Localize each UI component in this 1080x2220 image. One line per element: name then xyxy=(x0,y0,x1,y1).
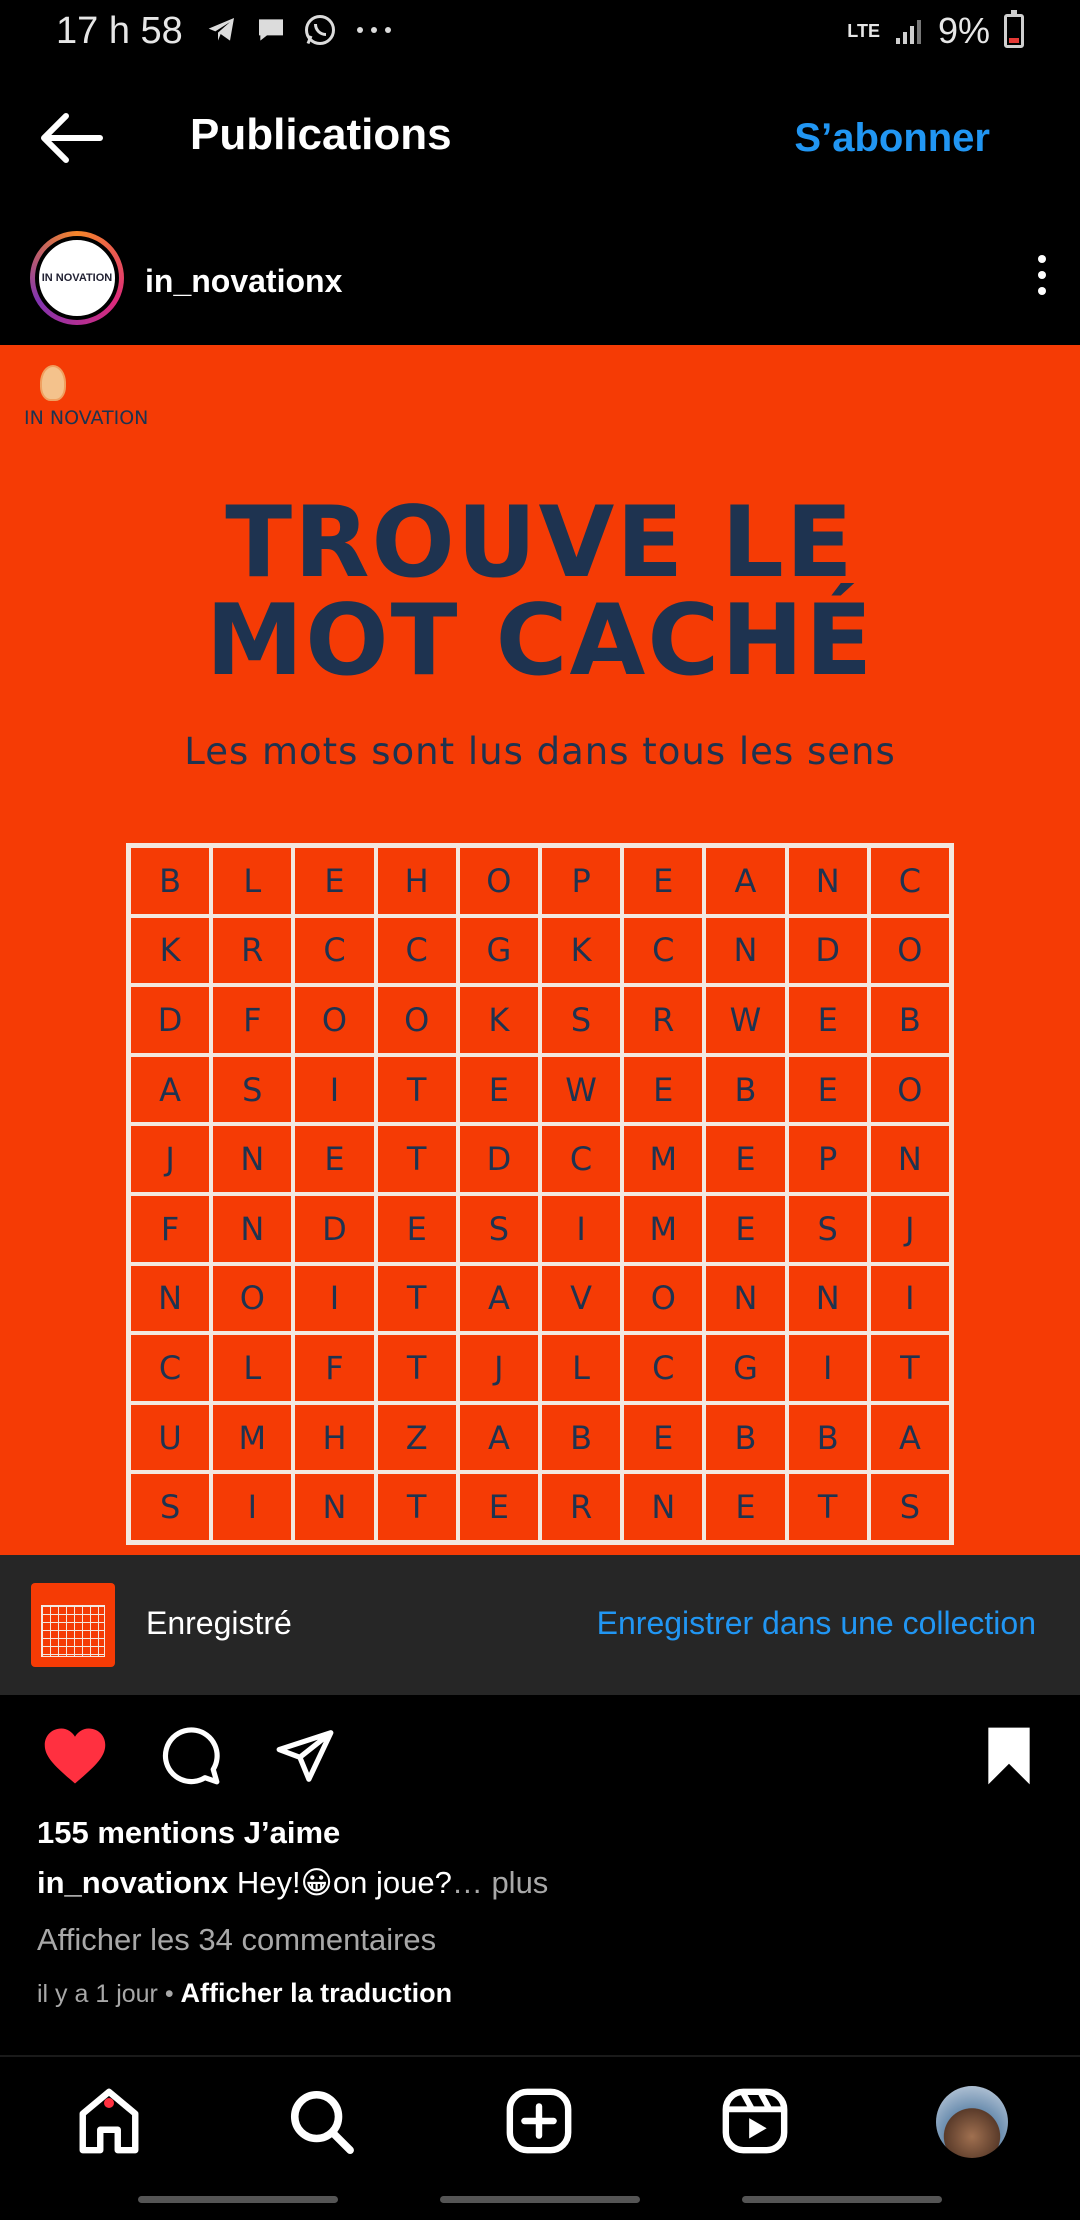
grid-cell: S xyxy=(787,1194,869,1264)
grid-cell: U xyxy=(129,1403,211,1473)
grid-cell: B xyxy=(869,985,951,1055)
signal-icon xyxy=(894,16,924,46)
grid-cell: F xyxy=(211,985,293,1055)
grid-cell: T xyxy=(376,1472,458,1542)
post-meta xyxy=(37,1978,452,2009)
grid-cell: S xyxy=(129,1472,211,1542)
grid-cell: B xyxy=(540,1403,622,1473)
grid-cell: E xyxy=(787,1055,869,1125)
grid-cell: C xyxy=(293,916,375,986)
view-comments-link[interactable]: Afficher les 34 commentaires xyxy=(37,1922,437,1957)
puzzle-subtitle: Les mots sont lus dans tous les sens xyxy=(184,730,896,773)
grid-cell: S xyxy=(869,1472,951,1542)
reels-icon[interactable] xyxy=(720,2086,790,2156)
grid-cell: H xyxy=(293,1403,375,1473)
grid-cell: E xyxy=(622,1403,704,1473)
grid-cell: W xyxy=(540,1055,622,1125)
grid-cell: T xyxy=(376,1124,458,1194)
author-avatar[interactable] xyxy=(30,231,124,325)
grid-cell: R xyxy=(211,916,293,986)
status-bar xyxy=(0,0,1080,62)
grid-cell: G xyxy=(458,916,540,986)
grid-cell: T xyxy=(376,1333,458,1403)
grid-cell: E xyxy=(704,1124,786,1194)
grid-cell: E xyxy=(293,1124,375,1194)
grid-cell: O xyxy=(869,1055,951,1125)
profile-avatar[interactable] xyxy=(936,2086,1008,2158)
subscribe-button[interactable]: S’abonner xyxy=(794,116,990,160)
grid-cell: G xyxy=(704,1333,786,1403)
status-time: 17 h 58 xyxy=(56,10,183,52)
page-title: Publications xyxy=(190,110,452,159)
grid-cell: M xyxy=(622,1124,704,1194)
grid-cell: E xyxy=(458,1472,540,1542)
lightbulb-icon xyxy=(40,365,66,401)
grid-cell: C xyxy=(540,1124,622,1194)
brand-logo xyxy=(24,365,164,435)
grid-cell: E xyxy=(458,1055,540,1125)
post-timestamp: il y a 1 jour xyxy=(37,1980,158,2008)
grid-cell: B xyxy=(704,1055,786,1125)
brand-logo-text: IN NOVATION xyxy=(24,407,149,429)
nav-divider xyxy=(0,2055,1080,2057)
grid-cell: O xyxy=(622,1264,704,1334)
grid-cell: D xyxy=(293,1194,375,1264)
grid-cell: I xyxy=(293,1264,375,1334)
grid-cell: I xyxy=(211,1472,293,1542)
grid-cell: T xyxy=(787,1472,869,1542)
comment-icon[interactable] xyxy=(158,1725,224,1787)
grid-cell: Z xyxy=(376,1403,458,1473)
grid-cell: N xyxy=(293,1472,375,1542)
grid-cell: N xyxy=(129,1264,211,1334)
meta-separator: • xyxy=(157,1980,181,2008)
back-arrow-icon[interactable] xyxy=(36,108,106,168)
grid-cell: I xyxy=(540,1194,622,1264)
bookmark-icon[interactable] xyxy=(976,1725,1042,1787)
grid-cell: E xyxy=(622,846,704,916)
bottom-nav xyxy=(0,2058,1080,2178)
grid-cell: I xyxy=(787,1333,869,1403)
grid-cell: M xyxy=(622,1194,704,1264)
grid-cell: K xyxy=(458,985,540,1055)
more-dots-icon xyxy=(352,20,396,40)
word-search-grid xyxy=(126,843,954,1545)
battery-icon xyxy=(1004,14,1024,48)
whatsapp-icon xyxy=(302,12,338,48)
grid-cell: T xyxy=(376,1264,458,1334)
grid-cell: L xyxy=(211,1333,293,1403)
author-avatar-logo: IN NOVATION xyxy=(35,236,119,320)
grid-cell: T xyxy=(376,1055,458,1125)
grid-cell: N xyxy=(704,1264,786,1334)
grid-cell: O xyxy=(869,916,951,986)
lte-indicator: LTE xyxy=(847,21,880,41)
grid-cell: C xyxy=(622,1333,704,1403)
telegram-icon xyxy=(204,14,240,46)
grid-cell: J xyxy=(869,1194,951,1264)
grid-cell: C xyxy=(129,1333,211,1403)
grid-cell: P xyxy=(540,846,622,916)
author-username[interactable]: in_novationx xyxy=(145,263,343,299)
home-notification-dot xyxy=(104,2098,114,2108)
grid-cell: D xyxy=(458,1124,540,1194)
save-to-collection-link[interactable]: Enregistrer dans une collection xyxy=(596,1605,1036,1641)
grid-cell: R xyxy=(622,985,704,1055)
grid-cell: A xyxy=(704,846,786,916)
post-caption xyxy=(37,1865,548,1901)
grid-cell: N xyxy=(787,846,869,916)
grid-cell: V xyxy=(540,1264,622,1334)
saved-label: Enregistré xyxy=(146,1605,292,1641)
grid-cell: K xyxy=(129,916,211,986)
caption-text: Hey!😀on joue? xyxy=(228,1865,452,1900)
grid-cell: B xyxy=(704,1403,786,1473)
saved-thumbnail xyxy=(31,1583,115,1667)
system-nav-pill-center[interactable] xyxy=(440,2196,640,2203)
system-nav-pill-left[interactable] xyxy=(138,2196,338,2203)
grid-cell: B xyxy=(787,1403,869,1473)
status-notification-icons xyxy=(204,12,396,48)
message-icon xyxy=(254,14,288,46)
grid-cell: A xyxy=(869,1403,951,1473)
grid-cell: O xyxy=(211,1264,293,1334)
grid-cell: F xyxy=(293,1333,375,1403)
grid-cell: N xyxy=(622,1472,704,1542)
grid-cell: D xyxy=(787,916,869,986)
grid-cell: C xyxy=(376,916,458,986)
create-post-icon[interactable] xyxy=(504,2086,574,2156)
grid-cell: K xyxy=(540,916,622,986)
puzzle-title-line1: TROUVE LE xyxy=(225,486,855,600)
grid-cell: N xyxy=(704,916,786,986)
grid-cell: I xyxy=(293,1055,375,1125)
grid-cell: E xyxy=(293,846,375,916)
grid-cell: F xyxy=(129,1194,211,1264)
grid-cell: N xyxy=(869,1124,951,1194)
saved-bar xyxy=(0,1555,1080,1695)
grid-cell: N xyxy=(211,1194,293,1264)
grid-cell: E xyxy=(704,1194,786,1264)
puzzle-title-line2: MOT CACHÉ xyxy=(205,584,875,698)
grid-cell: O xyxy=(293,985,375,1055)
search-icon[interactable] xyxy=(286,2086,356,2156)
top-header xyxy=(0,80,1080,190)
grid-cell: A xyxy=(458,1403,540,1473)
grid-cell: I xyxy=(869,1264,951,1334)
grid-cell: E xyxy=(787,985,869,1055)
grid-cell: S xyxy=(211,1055,293,1125)
grid-cell: C xyxy=(622,916,704,986)
grid-cell: O xyxy=(376,985,458,1055)
grid-cell: O xyxy=(458,846,540,916)
translate-link[interactable]: Afficher la traduction xyxy=(180,1978,453,2008)
grid-cell: J xyxy=(458,1333,540,1403)
grid-cell: A xyxy=(129,1055,211,1125)
grid-cell: W xyxy=(704,985,786,1055)
grid-cell: S xyxy=(540,985,622,1055)
grid-cell: M xyxy=(211,1403,293,1473)
grid-cell: H xyxy=(376,846,458,916)
caption-more-link[interactable]: … plus xyxy=(451,1865,549,1900)
post-image[interactable] xyxy=(0,345,1080,1555)
grid-cell: J xyxy=(129,1124,211,1194)
heart-icon[interactable] xyxy=(42,1725,108,1787)
grid-cell: T xyxy=(869,1333,951,1403)
grid-cell: B xyxy=(129,846,211,916)
caption-username[interactable]: in_novationx xyxy=(37,1865,229,1900)
grid-cell: R xyxy=(540,1472,622,1542)
grid-cell: D xyxy=(129,985,211,1055)
grid-cell: L xyxy=(540,1333,622,1403)
grid-cell: E xyxy=(376,1194,458,1264)
more-options-icon[interactable] xyxy=(1022,255,1062,305)
grid-cell: E xyxy=(704,1472,786,1542)
grid-cell: N xyxy=(787,1264,869,1334)
grid-cell: S xyxy=(458,1194,540,1264)
grid-cell: N xyxy=(211,1124,293,1194)
grid-cell: A xyxy=(458,1264,540,1334)
grid-cell: C xyxy=(869,846,951,916)
post-actions xyxy=(0,1715,1080,1795)
likes-count[interactable]: 155 mentions J’aime xyxy=(37,1815,341,1850)
status-right xyxy=(847,10,1024,52)
post-author-row xyxy=(0,225,1080,345)
grid-cell: E xyxy=(622,1055,704,1125)
grid-cell: P xyxy=(787,1124,869,1194)
grid-cell: L xyxy=(211,846,293,916)
system-nav-pill-right[interactable] xyxy=(742,2196,942,2203)
share-icon[interactable] xyxy=(272,1725,338,1787)
home-icon[interactable] xyxy=(74,2086,144,2156)
battery-percent: 9% xyxy=(937,10,990,51)
